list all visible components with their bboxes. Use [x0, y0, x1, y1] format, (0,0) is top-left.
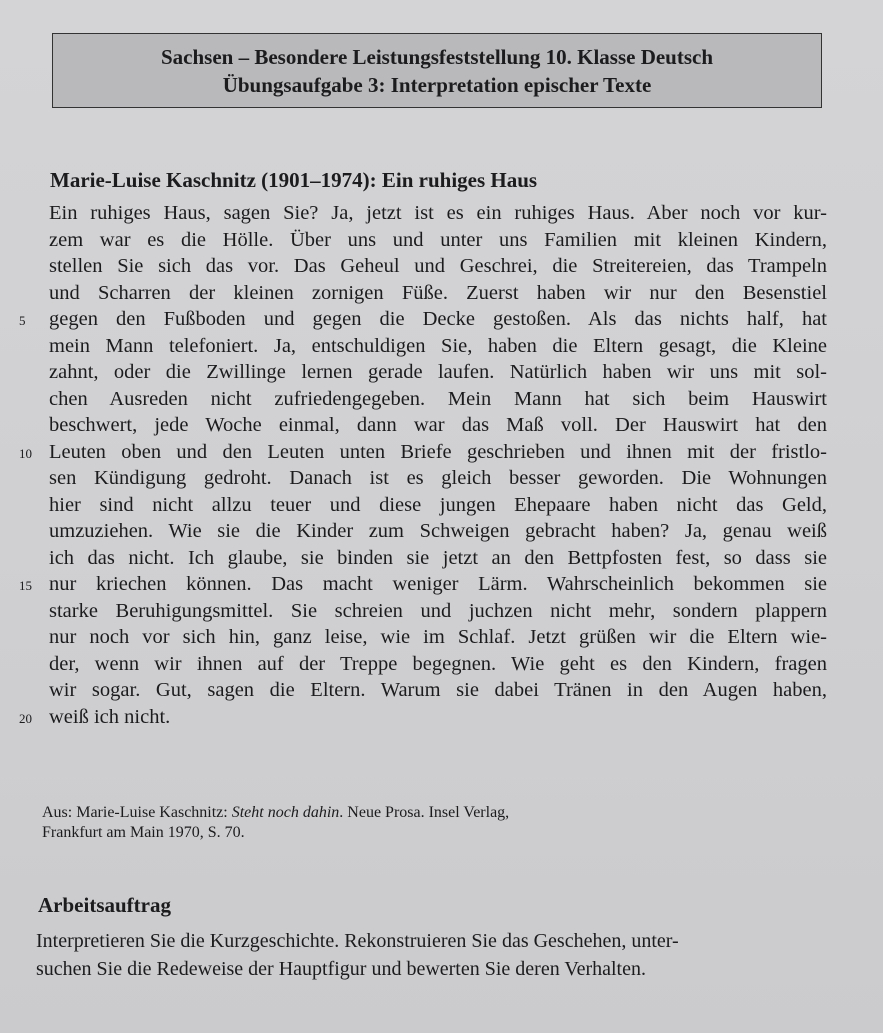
- story-line-text: gegen den Fußboden und gegen die Decke gestoßen. Als das nichts half, hat: [49, 308, 827, 330]
- source-prefix: Aus: Marie-Luise Kaschnitz:: [42, 804, 232, 821]
- story-line: [49, 677, 827, 704]
- story-line: [49, 333, 827, 360]
- story-line-text: starke Beruhigungsmittel. Sie schreien und juchzen nicht mehr, sondern plappern: [49, 599, 827, 622]
- story-line-text: nur noch vor sich hin, ganz leise, wie im Schlaf. Jetzt grüßen wir die Eltern wie-: [49, 626, 827, 648]
- header-box: [52, 33, 822, 108]
- story-line: [49, 280, 827, 307]
- story-line: [49, 359, 827, 386]
- story-line: [19, 704, 827, 731]
- source-line-1: [42, 803, 509, 823]
- story-line: [49, 598, 827, 625]
- story-line-text: Ein ruhiges Haus, sagen Sie? Ja, jetzt ist es ein ruhiges Haus. Aber noch vor kur-: [49, 202, 827, 224]
- story-line: [49, 624, 827, 651]
- header-line-1: Sachsen – Besondere Leistungsfeststellung 10. Klasse Deutsch: [160, 45, 714, 69]
- source-book-title: Steht noch dahin: [231, 804, 340, 821]
- story-title: Marie-Luise Kaschnitz (1901–1974): Ein ruhiges Haus: [50, 168, 538, 192]
- story-line: [19, 306, 827, 333]
- story-line-text: der, wenn wir ihnen auf der Treppe begegnen. Wie geht es den Kindern, fragen: [49, 652, 827, 675]
- story-line-text: umzuziehen. Wie sie die Kinder zum Schweigen gebracht haben? Ja, genau weiß: [49, 520, 827, 542]
- source-line-2: Frankfurt am Main 1970, S. 70.: [42, 824, 245, 841]
- story-line-text: stellen Sie sich das vor. Das Geheul und Geschrei, die Streitereien, das Trampeln: [49, 255, 827, 277]
- task-line-2: suchen Sie die Redeweise der Hauptfigur und bewerten Sie deren Verhalten.: [36, 958, 646, 980]
- line-number: 20: [19, 710, 32, 726]
- story-line: [49, 651, 827, 678]
- story-line-text: ich das nicht. Ich glaube, sie binden sie jetzt an den Bettpfosten fest, so dass sie: [49, 546, 827, 569]
- line-number: 10: [19, 445, 32, 461]
- story-line-text: wir sogar. Gut, sagen die Eltern. Warum sie dabei Tränen in den Augen haben,: [49, 679, 827, 701]
- story-line-text: Leuten oben und den Leuten unten Briefe geschrieben und ihnen mit der fristlo-: [49, 440, 827, 463]
- story-line: [49, 545, 827, 572]
- story-line-text: und Scharren der kleinen zornigen Füße. Zuerst haben wir nur den Besenstiel: [49, 281, 827, 304]
- story-line-text: mein Mann telefoniert. Ja, entschuldigen Sie, haben die Eltern gesagt, die Kleine: [49, 334, 827, 357]
- story-line: [19, 571, 827, 598]
- story-line: [49, 227, 827, 254]
- task-heading: Arbeitsauftrag: [38, 893, 171, 917]
- task-text: [36, 927, 836, 983]
- story-line-text: beschwert, jede Woche einmal, dann war das Maß voll. Der Hauswirt hat den: [49, 414, 827, 436]
- story-line: [49, 518, 827, 545]
- source-suffix: . Neue Prosa. Insel Verlag,: [339, 804, 510, 821]
- story-line-text: zem war es die Hölle. Über uns und unter uns Familien mit kleinen Kindern,: [49, 228, 827, 251]
- story-line-text: zahnt, oder die Zwillinge lernen gerade laufen. Natürlich haben wir uns mit sol-: [49, 361, 827, 383]
- story-line-text: weiß ich nicht.: [49, 705, 171, 728]
- story-line: [49, 492, 827, 519]
- story-line-text: nur kriechen können. Das macht weniger Lärm. Wahrscheinlich bekommen sie: [49, 573, 827, 595]
- story-line-text: sen Kündigung gedroht. Danach ist es gleich besser geworden. Die Wohnungen: [49, 467, 827, 489]
- line-number: 5: [19, 313, 26, 328]
- story-line-text: hier sind nicht allzu teuer und diese jungen Ehepaare haben nicht das Geld,: [49, 493, 827, 516]
- line-number: 15: [19, 578, 32, 593]
- source-citation: [42, 803, 509, 843]
- story-line: [49, 465, 827, 492]
- story-line-text: chen Ausreden nicht zufriedengegeben. Mein Mann hat sich beim Hauswirt: [49, 387, 827, 410]
- task-line-1: Interpretieren Sie die Kurzgeschichte. Rekonstruieren Sie das Geschehen, unter-: [36, 930, 679, 952]
- story-text: [19, 200, 827, 730]
- story-line: [49, 200, 827, 227]
- story-line: [49, 412, 827, 439]
- story-line: [19, 439, 827, 466]
- header-line-2: Übungsaufgabe 3: Interpretation epischer Texte: [222, 73, 652, 97]
- story-line: [49, 386, 827, 413]
- story-line: [49, 253, 827, 280]
